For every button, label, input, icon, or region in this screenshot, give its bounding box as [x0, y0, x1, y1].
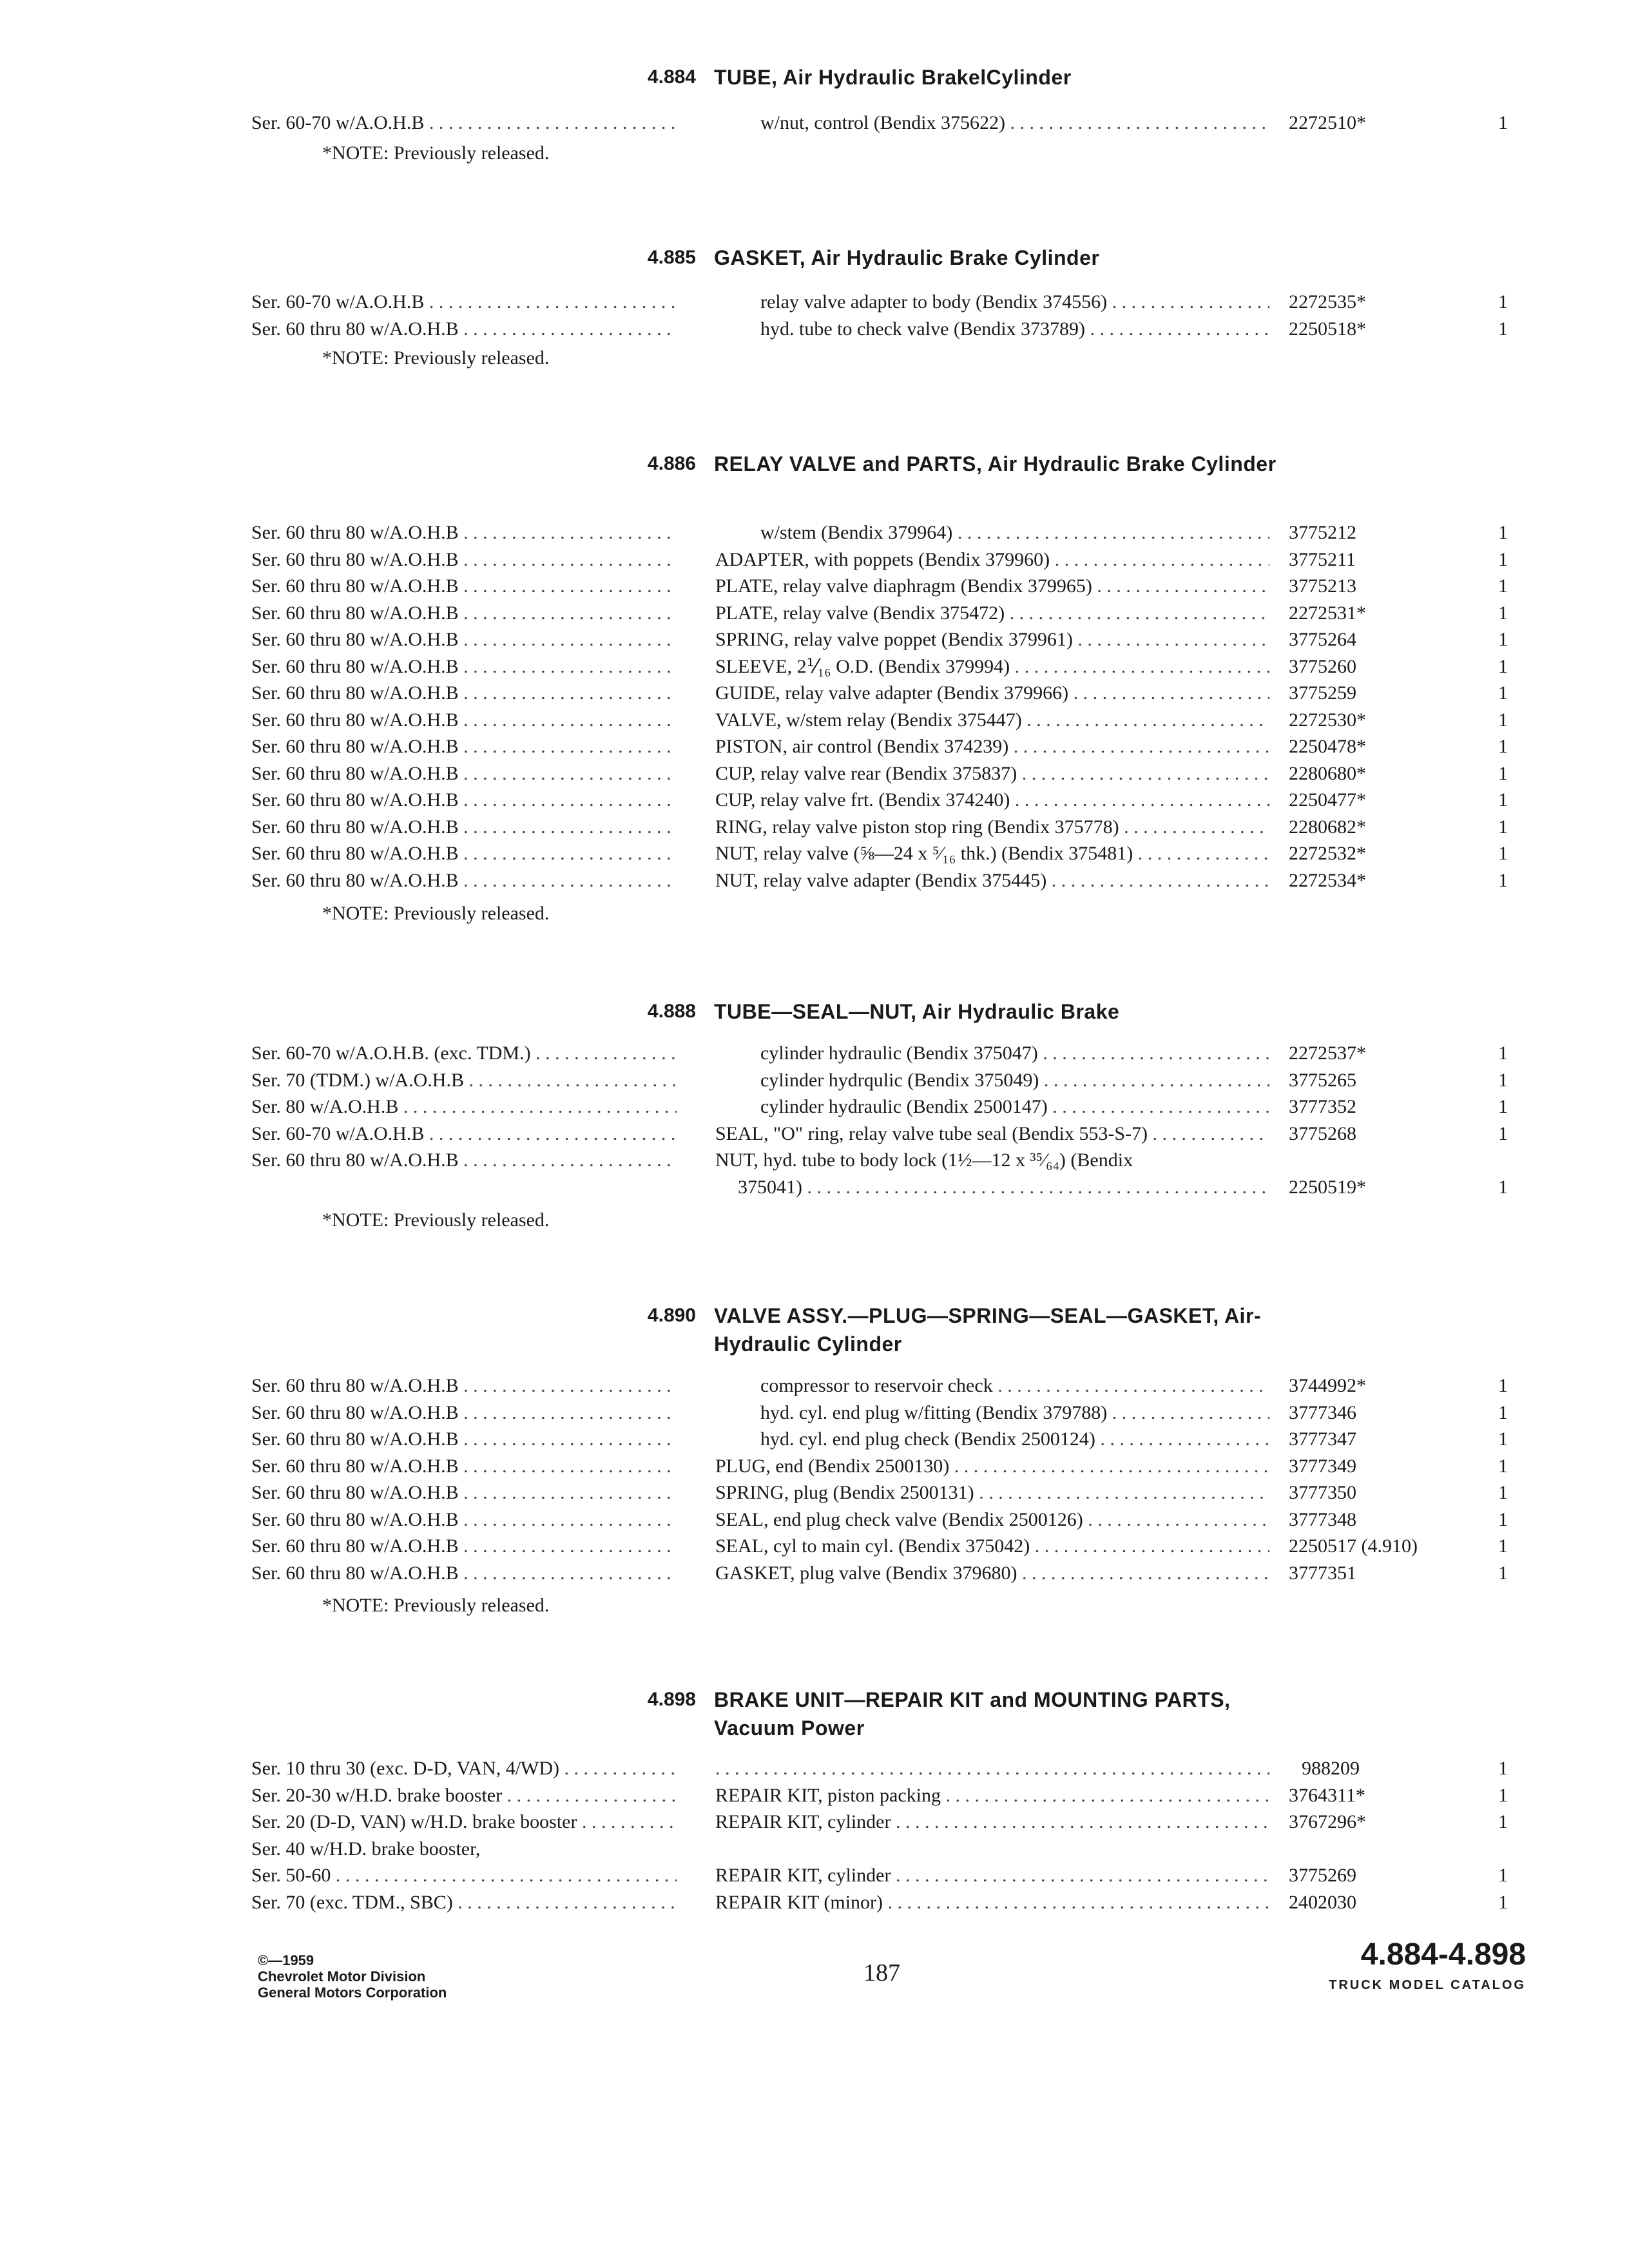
model-cell: Ser. 70 (TDM.) w/A.O.H.B . . .	[251, 1067, 677, 1094]
description-cell: cylinder hydraulic (Bendix 375047) . . .	[760, 1040, 1269, 1067]
table-row	[0, 1399, 1629, 1427]
quantity-cell: 1	[1498, 1508, 1508, 1530]
quantity-cell: 1	[1498, 709, 1508, 731]
table-row	[0, 1560, 1629, 1587]
section-number: 4.886	[647, 453, 696, 474]
section-number: 4.885	[647, 247, 696, 268]
quantity-cell: 1	[1498, 682, 1508, 704]
part-number-cell: 3775211	[1289, 548, 1356, 570]
quantity-cell: 1	[1498, 1535, 1508, 1557]
section-note: *NOTE: Previously released.	[322, 142, 550, 164]
part-number-cell: 2272531*	[1289, 602, 1366, 624]
part-number-cell: 3775260	[1289, 655, 1356, 677]
model-cell: Ser. 60-70 w/A.O.H.B . . .	[251, 289, 677, 316]
part-number-cell: 988209	[1302, 1758, 1360, 1779]
part-number-cell: 3777352	[1289, 1096, 1356, 1117]
table-row	[0, 573, 1629, 600]
table-row	[0, 707, 1629, 734]
section-number: 4.884	[647, 66, 696, 88]
part-number-cell: 2250518*	[1289, 318, 1366, 340]
description-cell: GASKET, plug valve (Bendix 379680) . . .	[715, 1560, 1269, 1587]
model-cell: Ser. 60-70 w/A.O.H.B . . .	[251, 1120, 677, 1148]
table-row	[0, 600, 1629, 627]
description-cell: SPRING, plug (Bendix 2500131) . . .	[715, 1479, 1269, 1506]
section-note: *NOTE: Previously released.	[322, 1209, 550, 1231]
quantity-cell: 1	[1498, 736, 1508, 757]
model-cell: Ser. 60 thru 80 w/A.O.H.B . . .	[251, 1560, 677, 1587]
part-number-cell: 3775259	[1289, 682, 1356, 704]
part-number-cell: 2402030	[1289, 1891, 1356, 1913]
quantity-cell: 1	[1498, 602, 1508, 624]
description-cell: cylinder hydrqulic (Bendix 375049) . . .	[760, 1067, 1269, 1094]
section-number: 4.888	[647, 1001, 696, 1022]
copyright: ©—1959	[258, 1952, 314, 1968]
description-cell	[715, 1755, 1269, 1782]
quantity-cell: 1	[1498, 1562, 1508, 1584]
table-row	[0, 1120, 1629, 1148]
table-row	[0, 787, 1629, 814]
table-row	[0, 1426, 1629, 1453]
description-cell: SEAL, cyl to main cyl. (Bendix 375042) . . .	[715, 1533, 1269, 1560]
table-row	[0, 1506, 1629, 1533]
quantity-cell: 1	[1498, 762, 1508, 784]
description-cell: SPRING, relay valve poppet (Bendix 379961) . . .	[715, 626, 1269, 653]
description-cell: PLATE, relay valve (Bendix 375472) . . .	[715, 600, 1269, 627]
quantity-cell: 1	[1498, 1758, 1508, 1779]
quantity-cell: 1	[1498, 1865, 1508, 1886]
description-cell: hyd. cyl. end plug w/fitting (Bendix 379788) . . .	[760, 1399, 1269, 1427]
description-cell: NUT, relay valve adapter (Bendix 375445) . . .	[715, 867, 1269, 894]
quantity-cell: 1	[1498, 548, 1508, 570]
description-cell: PISTON, air control (Bendix 374239) . . .	[715, 733, 1269, 760]
table-row	[0, 626, 1629, 653]
section-note: *NOTE: Previously released.	[322, 1595, 550, 1616]
quantity-cell: 1	[1498, 112, 1508, 133]
quantity-cell: 1	[1498, 291, 1508, 312]
description-cell: SLEEVE, 2⅟₁₆ O.D. (Bendix 379994) . . .	[715, 653, 1269, 680]
model-cell: Ser. 60 thru 80 w/A.O.H.B . . .	[251, 1399, 677, 1427]
model-cell: Ser. 60 thru 80 w/A.O.H.B . . .	[251, 573, 677, 600]
table-row	[0, 1372, 1629, 1399]
quantity-cell: 1	[1498, 1043, 1508, 1064]
part-number-cell: 3775264	[1289, 629, 1356, 650]
model-cell: Ser. 60 thru 80 w/A.O.H.B . . .	[251, 1506, 677, 1533]
part-number-cell: 2272535*	[1289, 291, 1366, 312]
section-title: GASKET, Air Hydraulic Brake Cylinder	[714, 246, 1100, 269]
part-number-cell: 3764311*	[1289, 1784, 1365, 1806]
part-number-cell: 2272534*	[1289, 869, 1366, 891]
part-number-cell: 3775269	[1289, 1865, 1356, 1886]
quantity-cell: 1	[1498, 1401, 1508, 1423]
model-cell: Ser. 80 w/A.O.H.B . . .	[251, 1093, 677, 1120]
part-number-cell: 3777349	[1289, 1455, 1356, 1477]
division-name: Chevrolet Motor Division	[258, 1968, 426, 1984]
description-cell: PLUG, end (Bendix 2500130) . . .	[715, 1453, 1269, 1480]
model-cell: Ser. 20 (D-D, VAN) w/H.D. brake booster . . .	[251, 1809, 677, 1836]
table-row	[0, 1836, 1629, 1863]
parts-table	[0, 110, 1629, 137]
description-cell: REPAIR KIT, cylinder . . .	[715, 1809, 1269, 1836]
model-cell: Ser. 60 thru 80 w/A.O.H.B . . .	[251, 626, 677, 653]
quantity-cell: 1	[1498, 318, 1508, 340]
model-cell: Ser. 60 thru 80 w/A.O.H.B . . .	[251, 316, 677, 343]
quantity-cell: 1	[1498, 816, 1508, 838]
description-cell: REPAIR KIT, cylinder . . .	[715, 1862, 1269, 1889]
section-note: *NOTE: Previously released.	[322, 347, 550, 369]
description-cell: w/nut, control (Bendix 375622) . . .	[760, 110, 1269, 137]
parts-table	[0, 1372, 1629, 1586]
description-cell: w/stem (Bendix 379964) . . .	[760, 519, 1269, 546]
quantity-cell: 1	[1498, 1482, 1508, 1503]
table-row	[0, 1782, 1629, 1809]
description-cell: compressor to reservoir check . . .	[760, 1372, 1269, 1399]
model-cell: Ser. 60 thru 80 w/A.O.H.B . . .	[251, 600, 677, 627]
description-cell: VALVE, w/stem relay (Bendix 375447) . . .	[715, 707, 1269, 734]
model-cell: Ser. 60 thru 80 w/A.O.H.B . . .	[251, 760, 677, 787]
description-cell: cylinder hydraulic (Bendix 2500147) . . .	[760, 1093, 1269, 1120]
model-cell: Ser. 60 thru 80 w/A.O.H.B . . .	[251, 680, 677, 707]
section-heading	[0, 1686, 1629, 1747]
description-cell: SEAL, "O" ring, relay valve tube seal (Bendix 553-S-7) . . .	[715, 1120, 1269, 1148]
part-number-cell: 3775268	[1289, 1122, 1356, 1144]
table-row	[0, 1093, 1629, 1120]
part-number-cell: 2272532*	[1289, 843, 1366, 864]
part-number-cell: 2272537*	[1289, 1043, 1366, 1064]
table-row	[0, 867, 1629, 894]
description-cell: PLATE, relay valve diaphragm (Bendix 379965) . . .	[715, 573, 1269, 600]
model-cell: Ser. 50-60 . . .	[251, 1862, 677, 1889]
part-number-cell: 3777346	[1289, 1401, 1356, 1423]
table-row	[0, 289, 1629, 316]
quantity-cell: 1	[1498, 843, 1508, 864]
section-title: VALVE ASSY.—PLUG—SPRING—SEAL—GASKET, Air-Hydraulic Cylinder	[714, 1304, 1262, 1356]
table-row	[0, 1755, 1629, 1782]
part-number-cell: 3744992*	[1289, 1375, 1366, 1396]
description-cell: GUIDE, relay valve adapter (Bendix 379966) . . .	[715, 680, 1269, 707]
part-number-cell: 2250477*	[1289, 789, 1366, 811]
quantity-cell: 1	[1498, 1375, 1508, 1396]
section-heading	[0, 1302, 1629, 1363]
table-row	[0, 840, 1629, 867]
quantity-cell: 1	[1498, 1784, 1508, 1806]
description-cell: NUT, relay valve (⅝—24 x ⁵⁄₁₆ thk.) (Bendix 375481) . . .	[715, 840, 1269, 867]
model-cell: Ser. 60 thru 80 w/A.O.H.B . . .	[251, 653, 677, 680]
part-number-cell: 2280680*	[1289, 762, 1366, 784]
description-cell: REPAIR KIT, piston packing . . .	[715, 1782, 1269, 1809]
part-number-cell: 3777348	[1289, 1508, 1356, 1530]
section-title: TUBE, Air Hydraulic BrakelCylinder	[714, 66, 1072, 89]
part-number-cell: 2272510*	[1289, 112, 1366, 133]
model-cell: Ser. 60 thru 80 w/A.O.H.B . . .	[251, 1426, 677, 1453]
quantity-cell: 1	[1498, 1122, 1508, 1144]
model-cell: Ser. 60 thru 80 w/A.O.H.B . . .	[251, 1479, 677, 1506]
model-cell: Ser. 60-70 w/A.O.H.B. (exc. TDM.) . . .	[251, 1040, 677, 1067]
description-continuation: 375041) . . .	[738, 1174, 1269, 1201]
section-number: 4.898	[647, 1689, 696, 1710]
catalog-name: TRUCK MODEL CATALOG	[1329, 1978, 1526, 1992]
table-row	[0, 546, 1629, 573]
description-cell: NUT, hyd. tube to body lock (1½—12 x ³⁵⁄₆₄) (Bendix	[715, 1149, 1133, 1171]
part-number-cell: 3767296*	[1289, 1811, 1366, 1832]
part-number-cell: 2280682*	[1289, 816, 1366, 838]
model-cell: Ser. 70 (exc. TDM., SBC) . . .	[251, 1889, 677, 1916]
model-cell: Ser. 60 thru 80 w/A.O.H.B . . .	[251, 840, 677, 867]
corporation-name: General Motors Corporation	[258, 1984, 447, 2001]
model-cell: Ser. 40 w/H.D. brake booster,	[251, 1838, 481, 1860]
quantity-cell: 1	[1498, 1811, 1508, 1832]
table-row	[0, 680, 1629, 707]
model-cell: Ser. 60 thru 80 w/A.O.H.B . . .	[251, 1372, 677, 1399]
part-number-cell: 2272530*	[1289, 709, 1366, 731]
part-number-cell: 2250517 (4.910)	[1289, 1535, 1418, 1557]
quantity-cell: 1	[1498, 655, 1508, 677]
table-row	[0, 110, 1629, 137]
description-cell: relay valve adapter to body (Bendix 374556) . . .	[760, 289, 1269, 316]
quantity-cell: 1	[1498, 1176, 1508, 1198]
model-cell: Ser. 60 thru 80 w/A.O.H.B . . .	[251, 519, 677, 546]
description-cell: CUP, relay valve frt. (Bendix 374240) . . .	[715, 787, 1269, 814]
table-row	[0, 1889, 1629, 1916]
table-row	[0, 653, 1629, 680]
part-number-cell: 3777347	[1289, 1428, 1356, 1450]
model-cell: Ser. 60 thru 80 w/A.O.H.B . . .	[251, 814, 677, 841]
model-cell: Ser. 10 thru 30 (exc. D-D, VAN, 4/WD) . . .	[251, 1755, 677, 1782]
description-cell: RING, relay valve piston stop ring (Bendix 375778) . . .	[715, 814, 1269, 841]
description-cell: SEAL, end plug check valve (Bendix 2500126) . . .	[715, 1506, 1269, 1533]
part-number-cell: 3777351	[1289, 1562, 1356, 1584]
parts-table	[0, 1755, 1629, 1916]
quantity-cell: 1	[1498, 789, 1508, 811]
quantity-cell: 1	[1498, 1455, 1508, 1477]
parts-table	[0, 289, 1629, 342]
model-cell: Ser. 60 thru 80 w/A.O.H.B . . .	[251, 787, 677, 814]
table-row	[0, 1067, 1629, 1094]
part-number-cell: 3775212	[1289, 522, 1356, 543]
section-number: 4.890	[647, 1305, 696, 1326]
publisher-block	[258, 1952, 447, 2001]
quantity-cell: 1	[1498, 1096, 1508, 1117]
model-cell: Ser. 60 thru 80 w/A.O.H.B . . .	[251, 707, 677, 734]
description-cell: ADAPTER, with poppets (Bendix 379960) . . .	[715, 546, 1269, 573]
model-cell: Ser. 20-30 w/H.D. brake booster . . .	[251, 1782, 677, 1809]
table-row	[0, 1809, 1629, 1836]
part-number-cell: 3777350	[1289, 1482, 1356, 1503]
parts-table	[0, 519, 1629, 894]
part-number-cell: 2250519*	[1289, 1176, 1366, 1198]
section-note: *NOTE: Previously released.	[322, 903, 550, 924]
table-row	[0, 760, 1629, 787]
table-row	[0, 1453, 1629, 1480]
description-cell: CUP, relay valve rear (Bendix 375837) . . .	[715, 760, 1269, 787]
model-cell: Ser. 60-70 w/A.O.H.B . . .	[251, 110, 677, 137]
section-title: BRAKE UNIT—REPAIR KIT and MOUNTING PARTS, Vacuum Power	[714, 1688, 1231, 1740]
page-number: 187	[863, 1959, 900, 1986]
quantity-cell: 1	[1498, 1428, 1508, 1450]
quantity-cell: 1	[1498, 575, 1508, 597]
quantity-cell: 1	[1498, 522, 1508, 543]
section-range: 4.884-4.898	[1360, 1937, 1526, 1972]
table-row	[0, 519, 1629, 546]
description-cell: REPAIR KIT (minor) . . .	[715, 1889, 1269, 1916]
table-row	[0, 1862, 1629, 1889]
model-cell: Ser. 60 thru 80 w/A.O.H.B . . .	[251, 1147, 677, 1174]
section-title: TUBE—SEAL—NUT, Air Hydraulic Brake	[714, 1000, 1120, 1023]
quantity-cell: 1	[1498, 1069, 1508, 1091]
quantity-cell: 1	[1498, 869, 1508, 891]
table-row	[0, 733, 1629, 760]
model-cell: Ser. 60 thru 80 w/A.O.H.B . . .	[251, 1533, 677, 1560]
table-row	[0, 1147, 1629, 1200]
section-title: RELAY VALVE and PARTS, Air Hydraulic Brake Cylinder	[714, 452, 1277, 476]
model-cell: Ser. 60 thru 80 w/A.O.H.B . . .	[251, 1453, 677, 1480]
table-row	[0, 814, 1629, 841]
part-number-cell: 3775265	[1289, 1069, 1356, 1091]
model-cell: Ser. 60 thru 80 w/A.O.H.B . . .	[251, 546, 677, 573]
quantity-cell: 1	[1498, 629, 1508, 650]
model-cell: Ser. 60 thru 80 w/A.O.H.B . . .	[251, 733, 677, 760]
table-row	[0, 1479, 1629, 1506]
table-row	[0, 316, 1629, 343]
part-number-cell: 2250478*	[1289, 736, 1366, 757]
table-row	[0, 1533, 1629, 1560]
description-cell: hyd. tube to check valve (Bendix 373789) . . .	[760, 316, 1269, 343]
model-cell: Ser. 60 thru 80 w/A.O.H.B . . .	[251, 867, 677, 894]
part-number-cell: 3775213	[1289, 575, 1356, 597]
section-heading	[0, 450, 1629, 512]
table-row	[0, 1040, 1629, 1067]
parts-table	[0, 1040, 1629, 1200]
quantity-cell: 1	[1498, 1891, 1508, 1913]
description-cell: hyd. cyl. end plug check (Bendix 2500124) . . .	[760, 1426, 1269, 1453]
